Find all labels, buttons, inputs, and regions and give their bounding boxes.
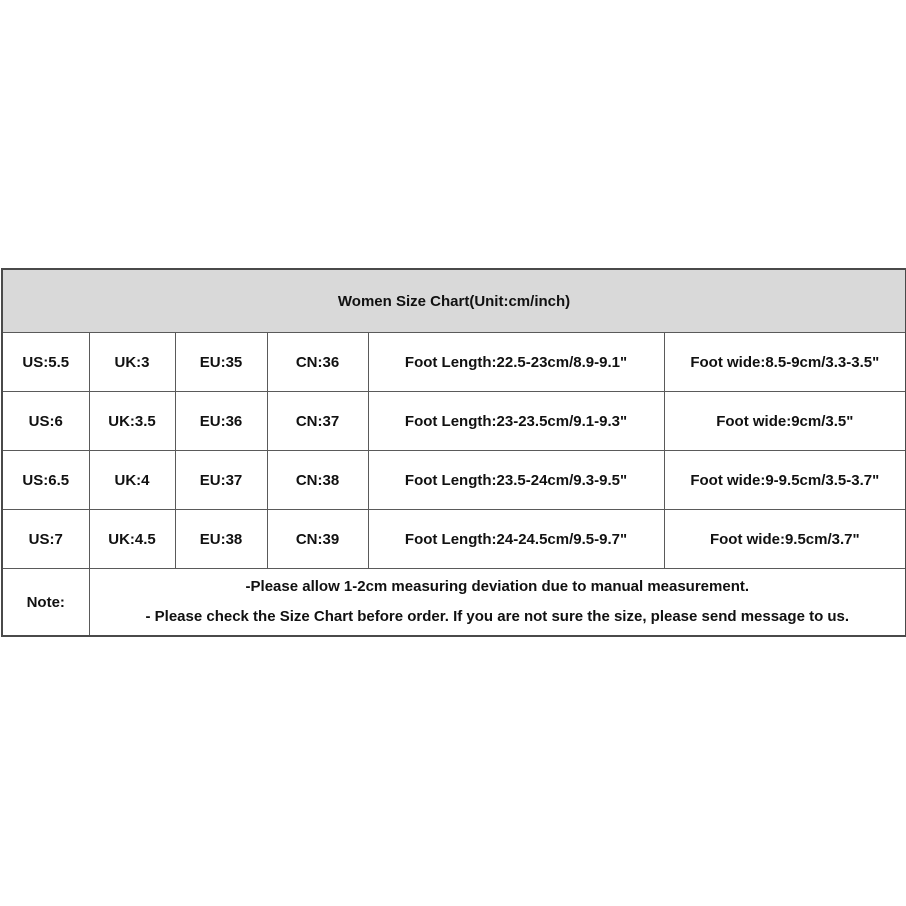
foot-length-cell: Foot Length:23-23.5cm/9.1-9.3" [368,392,664,451]
us-size-cell: US:6 [2,392,89,451]
table-title: Women Size Chart(Unit:cm/inch) [2,269,906,333]
eu-size-cell: EU:38 [175,510,267,569]
foot-length-cell: Foot Length:23.5-24cm/9.3-9.5" [368,451,664,510]
cn-size-cell: CN:39 [267,510,368,569]
table-header-row [2,269,906,333]
table-row [2,333,906,392]
uk-size-cell: UK:3.5 [89,392,175,451]
uk-size-cell: UK:4 [89,451,175,510]
us-size-cell: US:6.5 [2,451,89,510]
size-chart-table [1,268,906,637]
us-size-cell: US:5.5 [2,333,89,392]
foot-wide-cell: Foot wide:8.5-9cm/3.3-3.5" [664,333,906,392]
eu-size-cell: EU:37 [175,451,267,510]
note-row [2,569,906,637]
note-line: -Please allow 1-2cm measuring deviation due to manual measurement. [245,578,750,595]
cn-size-cell: CN:38 [267,451,368,510]
us-size-cell: US:7 [2,510,89,569]
table-row [2,451,906,510]
note-label: Note: [2,569,89,637]
uk-size-cell: UK:4.5 [89,510,175,569]
foot-wide-cell: Foot wide:9cm/3.5" [664,392,906,451]
eu-size-cell: EU:36 [175,392,267,451]
foot-length-cell: Foot Length:22.5-23cm/8.9-9.1" [368,333,664,392]
uk-size-cell: UK:3 [89,333,175,392]
foot-wide-cell: Foot wide:9.5cm/3.7" [664,510,906,569]
foot-wide-cell: Foot wide:9-9.5cm/3.5-3.7" [664,451,906,510]
note-line: - Please check the Size Chart before order. If you are not sure the size, please send message to us. [145,608,850,625]
table-row [2,392,906,451]
table-row [2,510,906,569]
note-content [89,569,906,637]
foot-length-cell: Foot Length:24-24.5cm/9.5-9.7" [368,510,664,569]
cn-size-cell: CN:37 [267,392,368,451]
eu-size-cell: EU:35 [175,333,267,392]
cn-size-cell: CN:36 [267,333,368,392]
